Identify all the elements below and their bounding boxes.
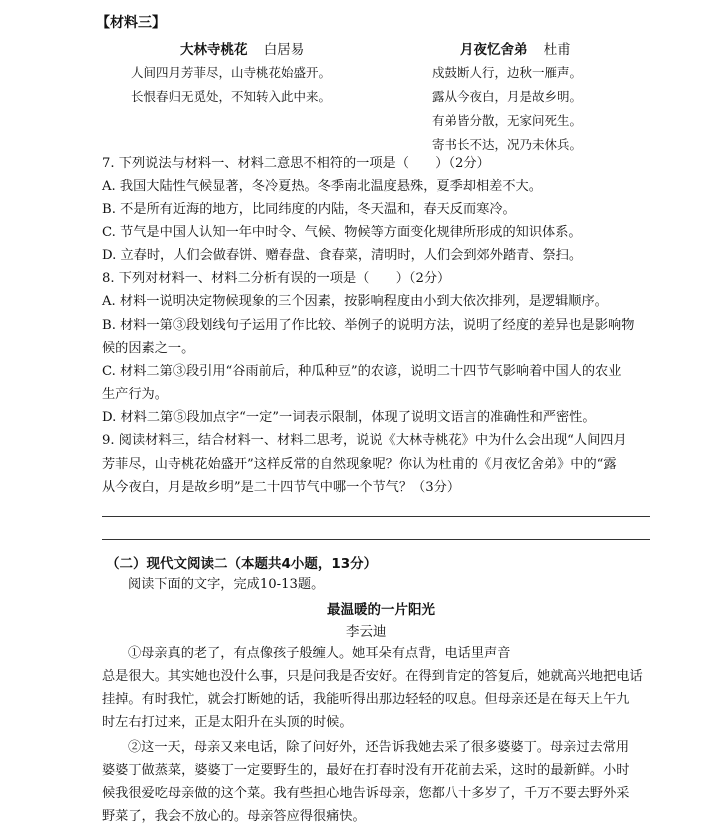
poem2-line: 戍鼓断人行，边秋一雁声。 <box>432 65 583 80</box>
q8-option-b: B. 材料一第③段划线句子运用了作比较、举例子的说明方法，说明了经度的差异也是影响物 <box>102 318 635 333</box>
poem2-title-row <box>460 38 571 58</box>
article-paragraph-line: 总是很大。其实她也没什么事，只是问我是否安好。在得到肯定的答复后，她就高兴地把电话 <box>102 669 643 684</box>
article-paragraph-line: ②这一天，母亲又来电话，除了问好外，还告诉我她去采了很多婆婆丁。母亲过去常用 <box>128 740 630 755</box>
answer-line <box>102 539 650 540</box>
q9-line: 从今夜白，月是故乡明”是二十四节气中哪一个节气？（3分） <box>102 480 461 495</box>
q7-stem: 7. 下列说法与材料一、材料二意思不相符的一项是（ ）（2分） <box>102 156 490 171</box>
answer-line <box>102 516 650 517</box>
section2-heading: （二）现代文阅读二（本题共4小题，13分） <box>106 556 378 572</box>
q7-option-b: B. 不是所有近海的地方，比同纬度的内陆，冬天温和，春天反而寒冷。 <box>102 202 516 217</box>
q9-line: 9. 阅读材料三，结合材料一、材料二思考，说说《大林寺桃花》中为什么会出现“人间四月 <box>102 433 627 448</box>
q8-stem: 8. 下列对材料一、材料二分析有误的一项是（ ）（2分） <box>102 271 451 286</box>
q8-option-c: C. 材料二第③段引用“谷雨前后，种瓜种豆”的农谚，说明二十四节气影响着中国人的农业 <box>102 364 622 379</box>
poem1-title: 大林寺桃花 <box>180 42 248 58</box>
article-paragraph-line: 野菜了，我会不放心的。母亲答应得很痛快。 <box>102 809 366 824</box>
article-paragraph-line: 候我很爱吃母亲做的这个菜。我有些担心地告诉母亲，您都八十多岁了，千万不要去野外采 <box>102 786 630 801</box>
article-paragraph-line: ①母亲真的老了，有点像孩子般缠人。她耳朵有点背，电话里声音 <box>128 646 511 661</box>
material3-heading: 【材料三】 <box>96 15 166 31</box>
q8-option-c-cont: 生产行为。 <box>102 387 168 402</box>
poem2-line: 寄书长不达，况乃未休兵。 <box>432 137 583 152</box>
q9-line: 芳菲尽，山寺桃花始盛开”这样反常的自然现象呢？你认为杜甫的《月夜忆舍弟》中的“露 <box>102 457 617 472</box>
section2-instruction: 阅读下面的文字，完成10-13题。 <box>128 577 325 592</box>
poem1-line: 人间四月芳菲尽，山寺桃花始盛开。 <box>131 65 332 80</box>
poem1-author: 白居易 <box>263 42 305 58</box>
q7-option-a: A. 我国大陆性气候显著，冬冷夏热。冬季南北温度悬殊，夏季却相差不大。 <box>102 179 542 194</box>
poem2-line: 露从今夜白，月是故乡明。 <box>432 89 583 104</box>
article-author: 李云迪 <box>346 624 387 640</box>
q8-option-a: A. 材料一说明决定物候现象的三个因素，按影响程度由小到大依次排列，是逻辑顺序。 <box>102 294 608 309</box>
poem1-title-row <box>180 38 304 58</box>
poem2-line: 有弟皆分散，无家问死生。 <box>432 113 583 128</box>
q8-option-b-cont: 候的因素之一。 <box>102 341 195 356</box>
article-title: 最温暖的一片阳光 <box>327 602 435 618</box>
article-paragraph-line: 时左右打过来，正是太阳升在头顶的时候。 <box>102 715 353 730</box>
article-paragraph-line: 婆婆丁做蒸菜，婆婆丁一定要野生的，最好在打春时没有开花前去采，这时的最新鲜。小时 <box>102 763 630 778</box>
article-paragraph-line: 挂掉。有时我忙，就会打断她的话，我能听得出那边轻轻的叹息。但母亲还是在每天上午九 <box>102 692 630 707</box>
poem2-author: 杜甫 <box>543 42 571 58</box>
q7-option-d: D. 立春时，人们会做春饼、赠春盘、食春菜，清明时，人们会到郊外踏青、祭扫。 <box>102 248 583 263</box>
q8-option-d: D. 材料二第⑤段加点字“一定”一词表示限制，体现了说明文语言的准确性和严密性。 <box>102 410 596 425</box>
q7-option-c: C. 节气是中国人认知一年中时令、气候、物候等方面变化规律所形成的知识体系。 <box>102 225 582 240</box>
poem2-title: 月夜忆舍弟 <box>460 42 528 58</box>
poem1-line: 长恨春归无觅处，不知转入此中来。 <box>131 89 332 104</box>
